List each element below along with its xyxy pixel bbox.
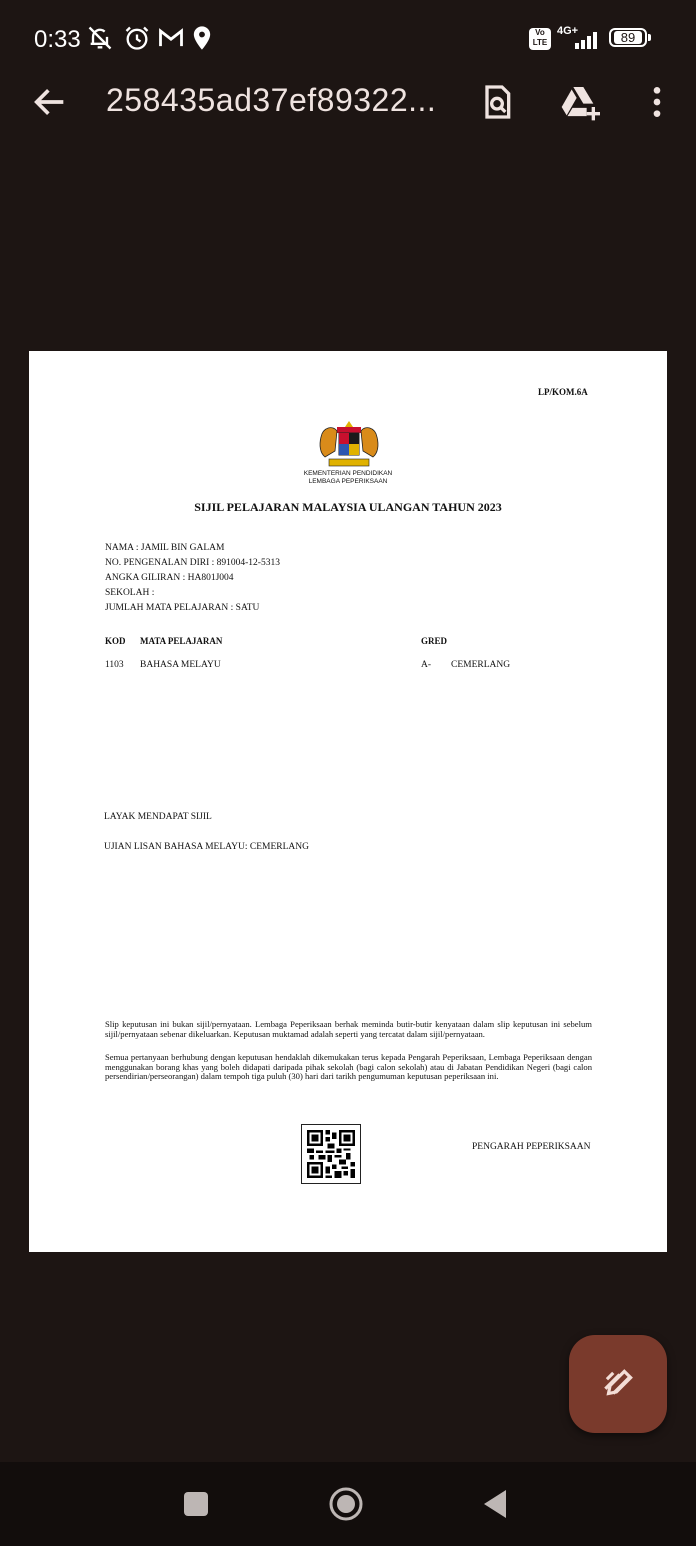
document-title: 258435ad37ef89322... bbox=[106, 82, 437, 118]
notice-paragraph-1: Slip keputusan ini bukan sijil/pernyataan. Lembaga Peperiksaan berhak meminda butir-butir kenyataan dalam slip keputusan ini sebelum sijil/pernyataan sebenar dikeluarkan. Keputusan muktamad adalah seperti yang tercatat dalam sijil/pernyataan. bbox=[105, 1019, 592, 1039]
network-type: 4G+ bbox=[557, 25, 579, 37]
form-reference: LP/KOM.6A bbox=[538, 387, 588, 397]
edit-pen-icon bbox=[599, 1365, 637, 1403]
field-angka-giliran: ANGKA GILIRAN : HA801J004 bbox=[105, 573, 234, 583]
edit-fab-button[interactable] bbox=[569, 1335, 667, 1433]
search-in-doc-icon[interactable] bbox=[477, 82, 517, 122]
row-kod: 1103 bbox=[105, 660, 124, 670]
certificate-status: LAYAK MENDAPAT SIJIL bbox=[104, 812, 212, 822]
location-icon bbox=[188, 24, 216, 52]
volte-badge: Vo LTE bbox=[529, 28, 551, 50]
battery-icon bbox=[609, 28, 647, 47]
system-nav-bar bbox=[0, 1462, 696, 1546]
home-circle-icon[interactable] bbox=[326, 1484, 366, 1524]
field-ic-number: NO. PENGENALAN DIRI : 891004-12-5313 bbox=[105, 558, 280, 568]
document-heading: SIJIL PELAJARAN MALAYSIA ULANGAN TAHUN 2023 bbox=[194, 500, 502, 514]
document-page bbox=[29, 351, 667, 1252]
row-subject: BAHASA MELAYU bbox=[140, 660, 221, 670]
field-jumlah: JUMLAH MATA PELAJARAN : SATU bbox=[105, 603, 260, 613]
ministry-line-1: KEMENTERIAN PENDIDIKAN bbox=[303, 470, 393, 477]
header-gred: GRED bbox=[421, 636, 448, 646]
notice-paragraph-2: Semua pertanyaan berhubung dengan keputusan hendaklah dikemukakan terus kepada Pengarah Peperiksaan, Lembaga Peperiksaan dengan menggunakan borang khas yang boleh didapati daripada pihak sekolah (bagi calon sekolah) atau di Jabatan Pendidikan Negeri (bagi calon persendirian/perseorangan) dalam tempoh tiga puluh (30) hari dari tarikh pengumuman keputusan peperiksaan ini. bbox=[105, 1052, 592, 1081]
field-sekolah: SEKOLAH : bbox=[105, 588, 155, 598]
back-arrow-icon[interactable] bbox=[30, 82, 70, 122]
oral-test-result: UJIAN LISAN BAHASA MELAYU: CEMERLANG bbox=[104, 842, 309, 852]
add-to-drive-icon[interactable] bbox=[560, 82, 600, 122]
alarm-icon bbox=[123, 24, 151, 52]
header-kod: KOD bbox=[105, 636, 126, 646]
app-toolbar bbox=[0, 78, 696, 126]
row-grade: A- bbox=[421, 660, 432, 670]
mute-icon bbox=[86, 24, 114, 52]
recents-square-icon[interactable] bbox=[176, 1484, 216, 1524]
signal-icon bbox=[557, 30, 603, 50]
ministry-line-2: LEMBAGA PEPERIKSAAN bbox=[308, 478, 388, 485]
more-vert-icon[interactable] bbox=[637, 82, 677, 122]
qr-code bbox=[301, 1124, 361, 1184]
coat-of-arms-icon bbox=[311, 417, 387, 471]
row-remark: CEMERLANG bbox=[451, 660, 511, 670]
status-bar bbox=[0, 0, 696, 78]
battery-level: 89 bbox=[614, 31, 642, 44]
field-nama: NAMA : JAMIL BIN GALAM bbox=[105, 543, 225, 553]
clock: 0:33 bbox=[34, 26, 81, 53]
back-triangle-icon[interactable] bbox=[476, 1484, 516, 1524]
header-mata-pelajaran: MATA PELAJARAN bbox=[140, 636, 223, 646]
signatory: PENGARAH PEPERIKSAAN bbox=[472, 1142, 591, 1152]
gmail-icon bbox=[157, 24, 185, 52]
